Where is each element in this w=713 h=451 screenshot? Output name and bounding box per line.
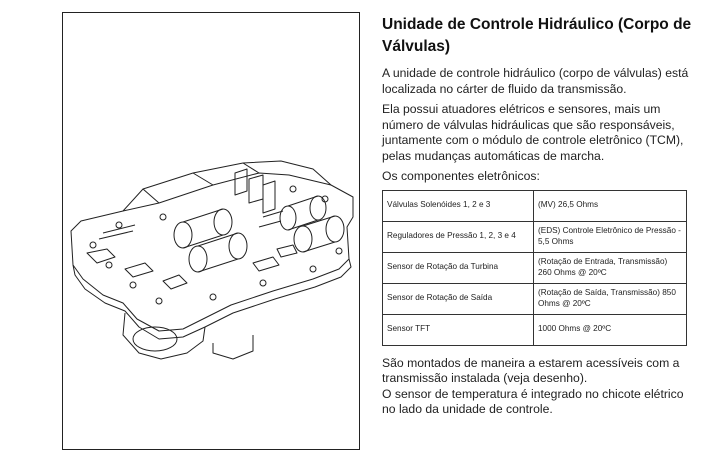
table-cell-spec: 1000 Ohms @ 20ºC (534, 314, 687, 345)
paragraph-function: Ela possui atuadores elétricos e sensores, mais um número de válvulas hidráulicas que são responsáveis, juntamente com o módulo de controle eletrônico (TCM), pelas mudanças automáticas de marcha. (382, 102, 684, 163)
table-cell-component: Reguladores de Pressão 1, 2, 3 e 4 (383, 221, 534, 252)
closing-section (382, 356, 692, 418)
valve-body-drawing-icon (63, 13, 361, 451)
table-cell-spec: (Rotação de Entrada, Transmissão) 260 Ohms @ 20ºC (534, 252, 687, 283)
table-row (383, 283, 687, 314)
table-row (383, 221, 687, 252)
components-table (382, 190, 687, 346)
page-title: Unidade de Controle Hidráulico (Corpo de Válvulas) (382, 16, 692, 55)
table-cell-spec: (MV) 26,5 Ohms (534, 190, 687, 221)
table-cell-spec: (EDS) Controle Eletrônico de Pressão - 5,5 Ohms (534, 221, 687, 252)
paragraph-location: A unidade de controle hidráulico (corpo de válvulas) está localizada no cárter de fluido da transmissão. (382, 66, 689, 96)
table-cell-component: Sensor de Rotação de Saída (383, 283, 534, 314)
table-cell-component: Sensor TFT (383, 314, 534, 345)
paragraph-temperature-sensor: O sensor de temperatura é integrado no chicote elétrico no lado da unidade de controle. (382, 386, 684, 416)
table-cell-spec: (Rotação de Saída, Transmissão) 850 Ohms @ 20ºC (534, 283, 687, 314)
paragraph-components-intro: Os componentes eletrônicos: (382, 169, 540, 183)
valve-body-figure (62, 12, 360, 450)
table-cell-component: Sensor de Rotação da Turbina (383, 252, 534, 283)
table-row (383, 252, 687, 283)
paragraph-accessibility: São montados de maneira a estarem acessíveis com a transmissão instalada (veja desenho). (382, 355, 680, 385)
table-row (383, 314, 687, 345)
text-column (382, 14, 692, 418)
table-cell-component: Válvulas Solenóides 1, 2 e 3 (383, 190, 534, 221)
table-row (383, 190, 687, 221)
